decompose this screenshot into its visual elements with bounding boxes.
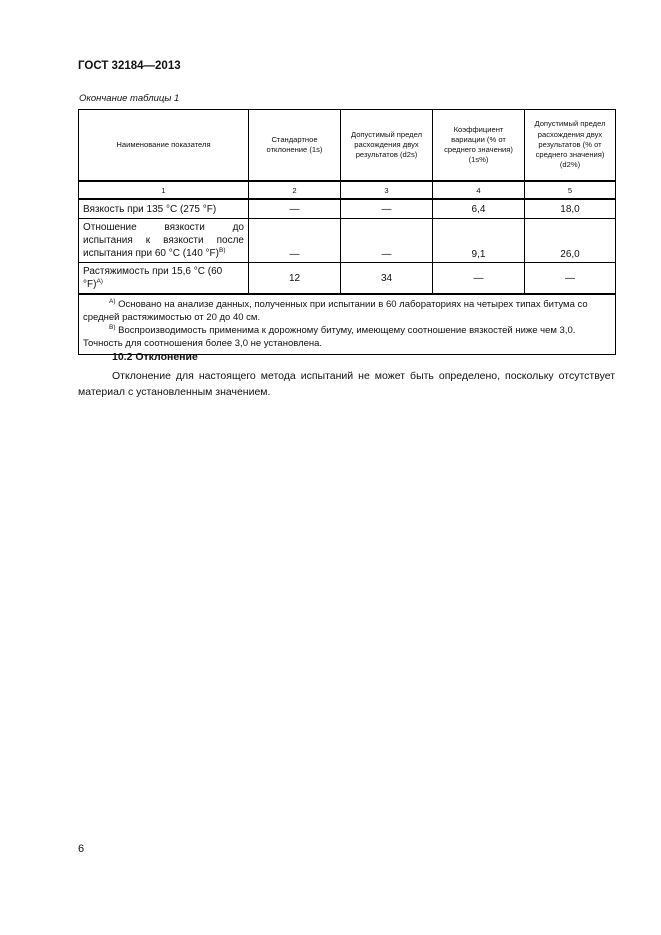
cell-d2-percent: — xyxy=(525,263,616,295)
cell-d2s: — xyxy=(341,219,433,263)
precision-table xyxy=(78,109,616,355)
footnote-ref: A) xyxy=(96,278,103,285)
col-header-name: Наименование показателя xyxy=(79,110,249,182)
col-header-d2s: Допустимый предел расхождения двух результатов (d2s) xyxy=(341,110,433,182)
col-number: 4 xyxy=(433,181,525,199)
column-number-row xyxy=(79,181,616,199)
cell-d2s: — xyxy=(341,199,433,219)
cell-d2-percent: 26,0 xyxy=(525,219,616,263)
cell-1s-percent: 6,4 xyxy=(433,199,525,219)
footnote-b: $^{B)}$ Воспроизводимость применима к дорожному битуму, имеющему соотношение вязкостей ниже чем 3,0. Точность для соотношения более 3,0 не установлена. xyxy=(83,324,576,350)
col-header-d2-percent: Допустимый предел расхождения двух результатов (% от среднего значения) (d2%) xyxy=(525,110,616,182)
col-header-1s-percent: Коэффициент вариации (% от среднего значения) (1s%) xyxy=(433,110,525,182)
table-notes xyxy=(79,294,616,355)
col-number: 3 xyxy=(341,181,433,199)
cell-d2s: 34 xyxy=(341,263,433,295)
section-heading: 10.2 Отклонение xyxy=(112,351,198,363)
table-row xyxy=(79,219,616,263)
cell-1s: — xyxy=(249,199,341,219)
table-caption: Окончание таблицы 1 xyxy=(79,93,180,104)
footnote-mark: A) xyxy=(109,298,116,305)
cell-1s-percent: 9,1 xyxy=(433,219,525,263)
cell-1s: 12 xyxy=(249,263,341,295)
document-header: ГОСТ 32184—2013 xyxy=(78,60,181,72)
footnote-mark: B) xyxy=(109,324,116,332)
cell-1s: — xyxy=(249,219,341,263)
table-row xyxy=(79,263,616,295)
cell-1s-percent: — xyxy=(433,263,525,295)
cell-d2-percent: 18,0 xyxy=(525,199,616,219)
footnote-a: $^{A)}$ Основано на анализе данных, полученных при испытании в 60 лабораториях на четырех типах битума со средней растяжимостью от 20 до 40 см. xyxy=(83,298,588,324)
footnote-ref: B) xyxy=(219,247,226,254)
col-header-1s: Стандартное отклонение (1s) xyxy=(249,110,341,182)
col-number: 5 xyxy=(525,181,616,199)
page-number: 6 xyxy=(78,843,85,855)
col-number: 1 xyxy=(79,181,249,199)
row-name: Вязкость при 135 °С (275 °F) xyxy=(79,199,249,219)
section-paragraph: Отклонение для настоящего метода испытаний не может быть определено, поскольку отсутствует материал с установленным значением. xyxy=(78,370,615,398)
row-name: Растяжимость при 15,6 °С (60 °F)$^{A)}$ xyxy=(79,263,249,295)
table-notes-row xyxy=(79,294,616,355)
table-header-row xyxy=(79,110,616,182)
row-name: Отношение вязкости до испытания к вязкости после испытания при 60 °С (140 °F)$^{B)}$ xyxy=(79,219,249,263)
table-row xyxy=(79,199,616,219)
col-number: 2 xyxy=(249,181,341,199)
